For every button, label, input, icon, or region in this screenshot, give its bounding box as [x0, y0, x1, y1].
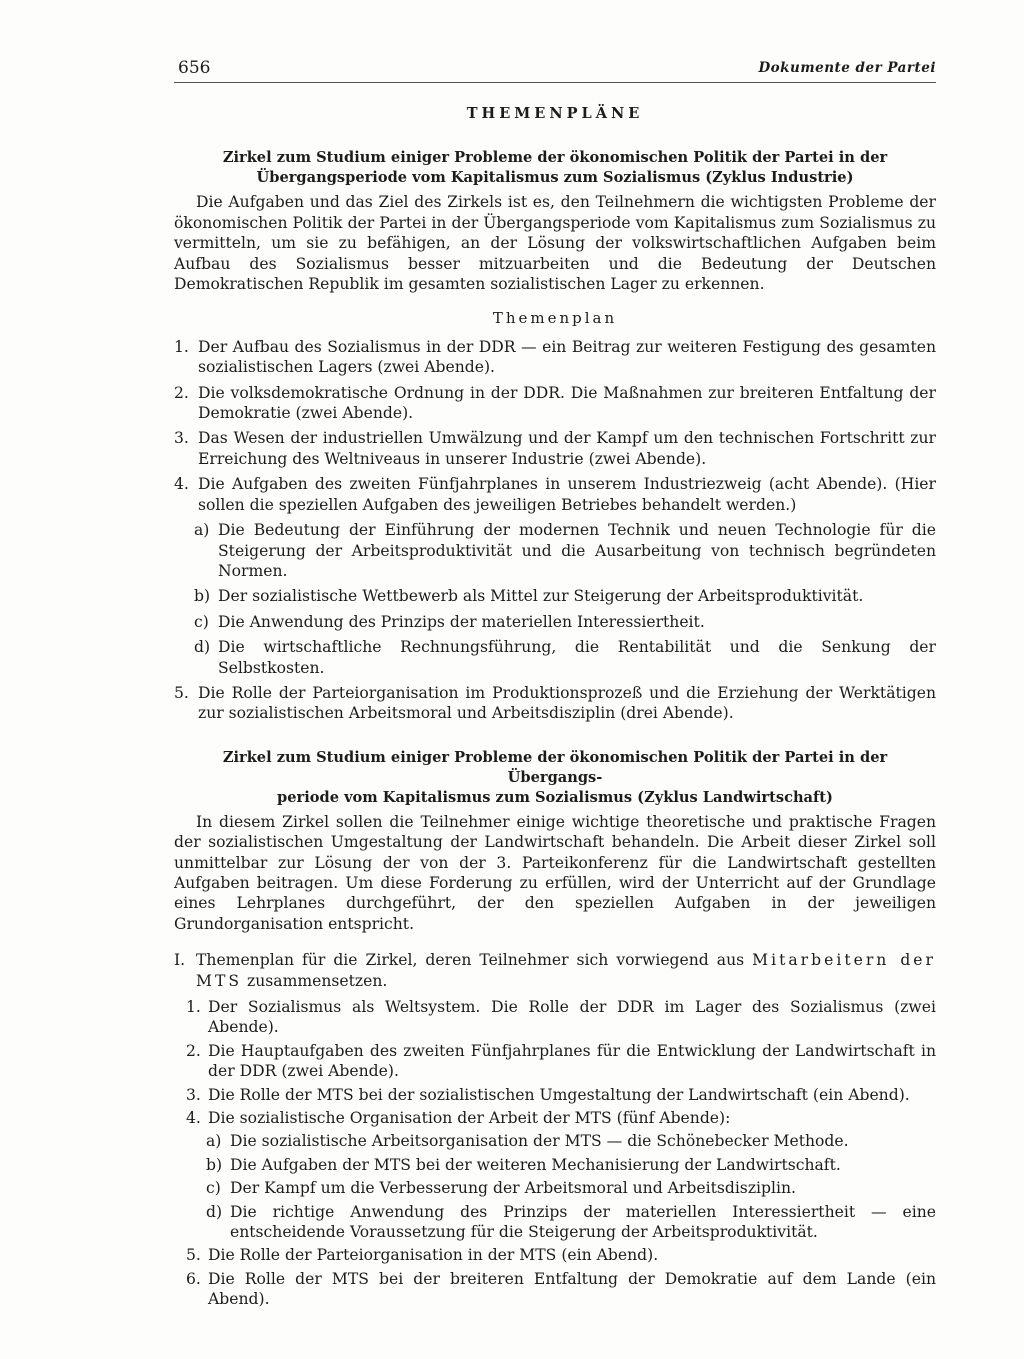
sub-item-letter: b) — [206, 1155, 223, 1174]
sub-item — [174, 586, 936, 606]
section2-heading — [182, 748, 928, 808]
item-text: Die Hauptaufgaben des zweiten Fünfjahrplanes für die Entwicklung der Landwirtschaft in der DDR (zwei Abende). — [208, 1041, 936, 1081]
item-number: 6. — [186, 1269, 201, 1288]
sub-item-letter: c) — [206, 1179, 221, 1198]
item-number: 1. — [174, 337, 189, 356]
page-number: 656 — [178, 58, 211, 78]
item-text: Der Aufbau des Sozialismus in der DDR — ein Beitrag zur weiteren Festigung des gesamten sozialistischen Lagers (zwei Abende). — [198, 337, 936, 377]
item-number: 4. — [174, 475, 189, 494]
sub-item-text: Die Anwendung des Prinzips der materiellen Interessiertheit. — [218, 612, 705, 631]
list-item — [174, 1085, 936, 1105]
item-number: 4. — [186, 1109, 201, 1128]
section1-heading-line2: Übergangsperiode vom Kapitalismus zum Sozialismus (Zyklus Industrie) — [256, 169, 854, 187]
item-number: 2. — [174, 383, 189, 402]
main-title: THEMENPLÄNE — [466, 105, 644, 122]
sub-item-text: Die richtige Anwendung des Prinzips der materiellen Interessiertheit — eine entscheidende Voraussetzung für die Steigerung der Arbeitsproduktivität. — [230, 1202, 936, 1242]
list-item — [174, 1269, 936, 1310]
sub-item-letter: c) — [194, 612, 209, 631]
section1-plan-title: Themenplan — [492, 309, 618, 328]
sub-item-text: Die Aufgaben der MTS bei der weiteren Mechanisierung der Landwirtschaft. — [230, 1155, 841, 1174]
item-text: Die Rolle der Parteiorganisation im Produktionsprozeß und die Erziehung der Werktätigen zur sozialistischen Arbeitsmoral und Arbeitsdisziplin (drei Abende). — [198, 683, 936, 723]
list-item — [174, 997, 936, 1038]
list-item — [174, 428, 936, 469]
sub-item — [174, 1155, 936, 1175]
item-text: Die Rolle der MTS bei der sozialistischen Umgestaltung der Landwirtschaft (ein Abend). — [208, 1085, 910, 1104]
item-number: 5. — [174, 683, 189, 702]
item-text: Die Aufgaben des zweiten Fünfjahrplanes in unserem Industriezweig (acht Abende). (Hier sollen die speziellen Aufgaben des jeweiligen Betriebes behandelt werden.) — [198, 475, 936, 514]
roman-spaced-text: Mitarbeitern der MTS — [196, 951, 936, 990]
item-number: 3. — [186, 1085, 201, 1104]
section1-list — [174, 337, 936, 724]
section2-intro: In diesem Zirkel sollen die Teilnehmer einige wichtige theoretische und praktische Fragen der sozialistischen Umgestaltung der Landwirtschaft behandeln. Die Arbeit dieser Zirkel soll unmittelbar zur Lösung der von der 3. Parteikonferenz für die Landwirtschaft gestellten Aufgaben beitragen. Um diese Forderung zu erfüllen, wird der Unterricht auf der Grundlage eines Lehrplanes durchgeführt, der den speziellen Aufgaben in der jeweiligen Grundorganisation entspricht. — [174, 812, 936, 933]
running-title: Dokumente der Partei — [758, 60, 936, 76]
sub-item — [174, 520, 936, 581]
sub-item-letter: d) — [194, 638, 211, 657]
section1-heading — [182, 148, 928, 188]
list-item — [174, 474, 936, 515]
section2-heading-line1: Zirkel zum Studium einiger Probleme der ökonomischen Politik der Partei in der Übergangs- — [222, 748, 888, 786]
item-number: 2. — [186, 1041, 201, 1060]
item-text: Das Wesen der industriellen Umwälzung und der Kampf um den technischen Fortschritt zur Erreichung des Weltniveaus in unserer Industrie (zwei Abende). — [198, 429, 936, 468]
sub-item-letter: b) — [194, 587, 211, 606]
list-item — [174, 1108, 936, 1128]
roman-heading — [174, 950, 936, 991]
sub-item-letter: a) — [194, 521, 210, 540]
item-number: 1. — [186, 998, 201, 1016]
roman-text-a: Themenplan für die Zirkel, deren Teilnehmer sich vorwiegend aus — [196, 951, 745, 970]
roman-number: I. — [174, 951, 186, 970]
sub-item-text: Die sozialistische Arbeitsorganisation der MTS — die Schönebecker Methode. — [230, 1132, 849, 1151]
roman-text-b: zusammensetzen. — [247, 971, 388, 990]
sub-item-text: Der Kampf um die Verbesserung der Arbeitsmoral und Arbeitsdisziplin. — [230, 1179, 796, 1198]
sub-item-text: Die Bedeutung der Einführung der modernen Technik und neuen Technologie für die Steigerung der Arbeitsproduktivität und die Ausarbeitung von technisch begründeten Normen. — [218, 521, 936, 580]
item-text: Die Rolle der MTS bei der breiteren Entfaltung der Demokratie auf dem Lande (ein Abend). — [208, 1269, 936, 1309]
sub-item-text: Der sozialistische Wettbewerb als Mittel zur Steigerung der Arbeitsproduktivität. — [218, 587, 864, 606]
item-text: Die Rolle der Parteiorganisation in der MTS (ein Abend). — [208, 1246, 659, 1265]
item-text: Der Sozialismus als Weltsystem. Die Rolle der DDR im Lager des Sozialismus (zwei Abende). — [208, 998, 936, 1037]
item-number: 5. — [186, 1246, 201, 1265]
list-item — [174, 337, 936, 378]
sub-item-letter: a) — [206, 1132, 222, 1151]
page-header — [174, 56, 936, 83]
list-item — [174, 683, 936, 724]
item-text: Die volksdemokratische Ordnung in der DDR. Die Maßnahmen zur breiteren Entfaltung der Demokratie (zwei Abende). — [198, 383, 936, 423]
section2-heading-line2: periode vom Kapitalismus zum Sozialismus (Zyklus Landwirtschaft) — [277, 788, 833, 806]
sub-item-text: Die wirtschaftliche Rechnungsführung, die Rentabilität und die Senkung der Selbstkosten. — [218, 638, 936, 677]
sub-item — [174, 1131, 936, 1151]
item-number: 3. — [174, 429, 189, 448]
section1-heading-line1: Zirkel zum Studium einiger Probleme der ökonomischen Politik der Partei in der — [222, 149, 888, 167]
sub-item — [174, 637, 936, 678]
sub-item — [174, 612, 936, 632]
section2-list — [174, 997, 936, 1310]
sub-item-letter: d) — [206, 1202, 223, 1221]
list-item — [174, 1041, 936, 1082]
sub-item — [174, 1202, 936, 1243]
list-item — [174, 1245, 936, 1265]
page-content — [174, 104, 936, 1313]
item-text: Die sozialistische Organisation der Arbeit der MTS (fünf Abende): — [208, 1109, 731, 1128]
section1-intro: Die Aufgaben und das Ziel des Zirkels ist es, den Teilnehmern die wichtigsten Probleme der ökonomischen Politik der Partei in der Übergangsperiode vom Kapitalismus zum Sozialismus zu vermitteln, um sie zu befähigen, an der Lösung der volkswirtschaftlichen Aufgaben beim Aufbau des Sozialismus besser mitzuarbeiten und die Bedeutung der Deutschen Demokratischen Republik im gesamten sozialistischen Lager zu erkennen. — [174, 193, 936, 294]
list-item — [174, 383, 936, 424]
sub-item — [174, 1178, 936, 1198]
